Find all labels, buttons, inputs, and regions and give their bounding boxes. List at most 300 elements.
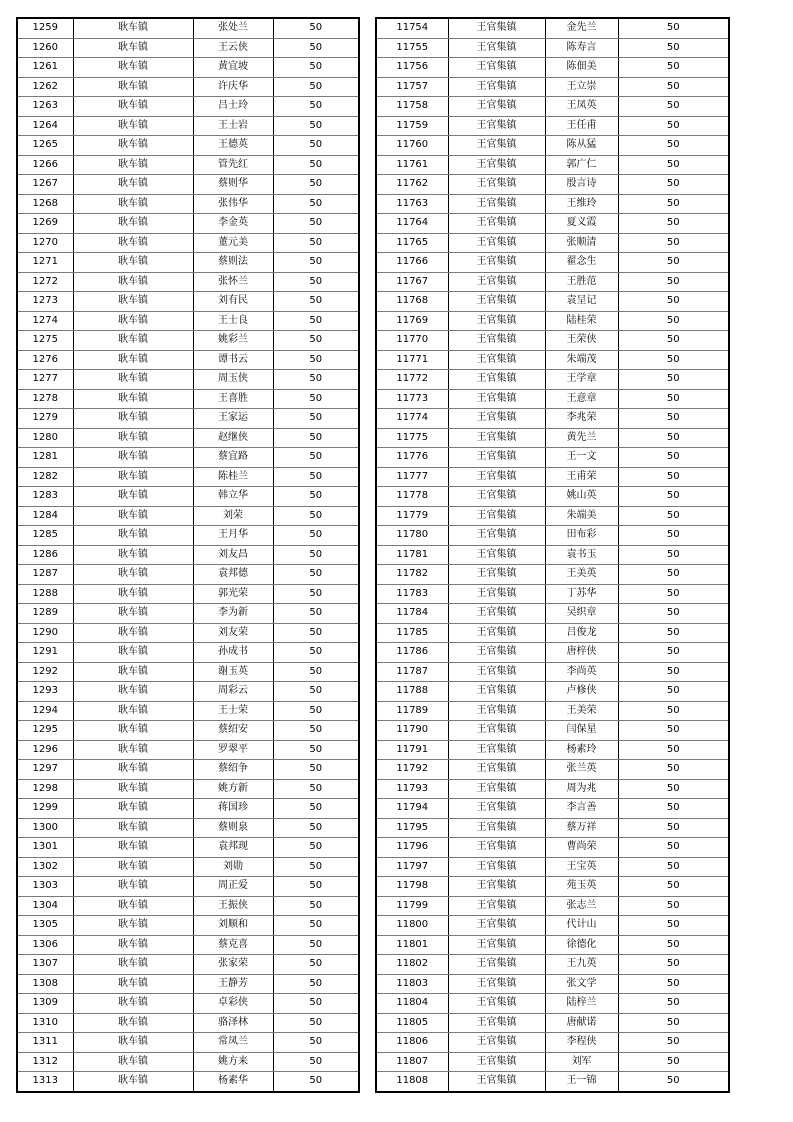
town-cell: 耿车镇 [73, 682, 193, 702]
recipient-name-cell: 周彩云 [193, 682, 273, 702]
serial-number-cell: 1312 [17, 1052, 73, 1072]
amount-cell: 50 [618, 58, 729, 78]
table-row [376, 916, 729, 936]
table-row [17, 545, 359, 565]
amount-cell: 50 [618, 233, 729, 253]
recipient-name-cell: 王甫荣 [545, 467, 618, 487]
amount-cell: 50 [273, 38, 359, 58]
table-row [376, 1033, 729, 1053]
town-cell: 耿车镇 [73, 1013, 193, 1033]
amount-cell: 50 [273, 565, 359, 585]
table-row [376, 331, 729, 351]
town-cell: 王官集镇 [448, 448, 545, 468]
table-row [17, 779, 359, 799]
recipient-name-cell: 骆泽林 [193, 1013, 273, 1033]
town-cell: 王官集镇 [448, 877, 545, 897]
serial-number-cell: 11775 [376, 428, 448, 448]
serial-number-cell: 1300 [17, 818, 73, 838]
serial-number-cell: 1279 [17, 409, 73, 429]
table-row [17, 448, 359, 468]
serial-number-cell: 11804 [376, 994, 448, 1014]
serial-number-cell: 1270 [17, 233, 73, 253]
serial-number-cell: 1307 [17, 955, 73, 975]
serial-number-cell: 11788 [376, 682, 448, 702]
table-row [17, 916, 359, 936]
table-row [17, 233, 359, 253]
serial-number-cell: 1301 [17, 838, 73, 858]
recipient-name-cell: 陈从猛 [545, 136, 618, 156]
town-cell: 耿车镇 [73, 370, 193, 390]
town-cell: 王官集镇 [448, 799, 545, 819]
town-cell: 王官集镇 [448, 896, 545, 916]
serial-number-cell: 1260 [17, 38, 73, 58]
town-cell: 王官集镇 [448, 467, 545, 487]
town-cell: 耿车镇 [73, 155, 193, 175]
amount-cell: 50 [273, 643, 359, 663]
recipient-name-cell: 王德英 [193, 136, 273, 156]
serial-number-cell: 11768 [376, 292, 448, 312]
amount-cell: 50 [618, 253, 729, 273]
town-cell: 耿车镇 [73, 350, 193, 370]
amount-cell: 50 [273, 877, 359, 897]
town-cell: 王官集镇 [448, 955, 545, 975]
amount-cell: 50 [618, 857, 729, 877]
recipient-name-cell: 蔡则泉 [193, 818, 273, 838]
serial-number-cell: 11803 [376, 974, 448, 994]
amount-cell: 50 [273, 799, 359, 819]
amount-cell: 50 [273, 857, 359, 877]
recipient-name-cell: 刘友昌 [193, 545, 273, 565]
town-cell: 耿车镇 [73, 467, 193, 487]
amount-cell: 50 [618, 155, 729, 175]
serial-number-cell: 11771 [376, 350, 448, 370]
amount-cell: 50 [273, 77, 359, 97]
table-row [376, 38, 729, 58]
serial-number-cell: 1305 [17, 916, 73, 936]
amount-cell: 50 [273, 974, 359, 994]
amount-cell: 50 [273, 701, 359, 721]
serial-number-cell: 1271 [17, 253, 73, 273]
recipient-name-cell: 常凤兰 [193, 1033, 273, 1053]
town-cell: 耿车镇 [73, 760, 193, 780]
town-cell: 耿车镇 [73, 994, 193, 1014]
serial-number-cell: 11759 [376, 116, 448, 136]
recipient-name-cell: 卓彩侠 [193, 994, 273, 1014]
recipient-name-cell: 张兰英 [545, 760, 618, 780]
serial-number-cell: 11758 [376, 97, 448, 117]
table-row [17, 1072, 359, 1092]
serial-number-cell: 1308 [17, 974, 73, 994]
serial-number-cell: 11798 [376, 877, 448, 897]
amount-cell: 50 [618, 643, 729, 663]
table-row [17, 77, 359, 97]
amount-cell: 50 [273, 584, 359, 604]
serial-number-cell: 1283 [17, 487, 73, 507]
table-row [17, 487, 359, 507]
amount-cell: 50 [618, 565, 729, 585]
town-cell: 王官集镇 [448, 526, 545, 546]
serial-number-cell: 1302 [17, 857, 73, 877]
serial-number-cell: 1294 [17, 701, 73, 721]
amount-cell: 50 [273, 311, 359, 331]
town-cell: 耿车镇 [73, 331, 193, 351]
serial-number-cell: 11783 [376, 584, 448, 604]
table-row [376, 721, 729, 741]
recipient-name-cell: 姚方新 [193, 779, 273, 799]
recipient-name-cell: 王任甫 [545, 116, 618, 136]
table-row [376, 136, 729, 156]
table-row [376, 584, 729, 604]
table-row [376, 779, 729, 799]
table-row [17, 760, 359, 780]
town-cell: 耿车镇 [73, 623, 193, 643]
recipient-name-cell: 刘勋 [193, 857, 273, 877]
amount-cell: 50 [273, 467, 359, 487]
table-row [376, 604, 729, 624]
recipient-name-cell: 陈佃美 [545, 58, 618, 78]
town-cell: 耿车镇 [73, 565, 193, 585]
table-row [17, 467, 359, 487]
amount-cell: 50 [273, 136, 359, 156]
amount-cell: 50 [618, 18, 729, 38]
amount-cell: 50 [618, 799, 729, 819]
town-cell: 王官集镇 [448, 857, 545, 877]
serial-number-cell: 1259 [17, 18, 73, 38]
table-row [376, 506, 729, 526]
amount-cell: 50 [273, 194, 359, 214]
serial-number-cell: 1309 [17, 994, 73, 1014]
town-cell: 耿车镇 [73, 77, 193, 97]
serial-number-cell: 11757 [376, 77, 448, 97]
serial-number-cell: 11774 [376, 409, 448, 429]
amount-cell: 50 [273, 779, 359, 799]
serial-number-cell: 1281 [17, 448, 73, 468]
town-cell: 王官集镇 [448, 155, 545, 175]
serial-number-cell: 11767 [376, 272, 448, 292]
serial-number-cell: 11799 [376, 896, 448, 916]
recipient-name-cell: 周为兆 [545, 779, 618, 799]
recipient-name-cell: 刘荣 [193, 506, 273, 526]
recipient-name-cell: 周玉侠 [193, 370, 273, 390]
amount-cell: 50 [618, 935, 729, 955]
town-cell: 王官集镇 [448, 994, 545, 1014]
recipient-name-cell: 蔡宜路 [193, 448, 273, 468]
recipient-name-cell: 王士良 [193, 311, 273, 331]
table-row [17, 857, 359, 877]
recipient-name-cell: 王士荣 [193, 701, 273, 721]
table-row [17, 136, 359, 156]
amount-cell: 50 [618, 214, 729, 234]
table-row [376, 662, 729, 682]
recipient-name-cell: 王一锦 [545, 1072, 618, 1092]
right-roster-table [375, 17, 730, 1093]
serial-number-cell: 11764 [376, 214, 448, 234]
amount-cell: 50 [618, 623, 729, 643]
town-cell: 耿车镇 [73, 838, 193, 858]
recipient-name-cell: 曹尚荣 [545, 838, 618, 858]
town-cell: 王官集镇 [448, 916, 545, 936]
recipient-name-cell: 杨素华 [193, 1072, 273, 1092]
table-row [376, 18, 729, 38]
recipient-name-cell: 王宝英 [545, 857, 618, 877]
serial-number-cell: 11807 [376, 1052, 448, 1072]
amount-cell: 50 [273, 955, 359, 975]
town-cell: 耿车镇 [73, 136, 193, 156]
serial-number-cell: 11802 [376, 955, 448, 975]
serial-number-cell: 1267 [17, 175, 73, 195]
serial-number-cell: 1292 [17, 662, 73, 682]
table-row [376, 214, 729, 234]
recipient-name-cell: 朱端茂 [545, 350, 618, 370]
serial-number-cell: 1268 [17, 194, 73, 214]
amount-cell: 50 [273, 350, 359, 370]
town-cell: 耿车镇 [73, 604, 193, 624]
town-cell: 王官集镇 [448, 682, 545, 702]
serial-number-cell: 1295 [17, 721, 73, 741]
amount-cell: 50 [618, 701, 729, 721]
table-row [376, 682, 729, 702]
amount-cell: 50 [618, 838, 729, 858]
amount-cell: 50 [273, 1072, 359, 1092]
table-row [17, 272, 359, 292]
table-row [17, 565, 359, 585]
recipient-name-cell: 王静芳 [193, 974, 273, 994]
recipient-name-cell: 谭书云 [193, 350, 273, 370]
serial-number-cell: 1262 [17, 77, 73, 97]
serial-number-cell: 1285 [17, 526, 73, 546]
serial-number-cell: 1286 [17, 545, 73, 565]
serial-number-cell: 1280 [17, 428, 73, 448]
town-cell: 王官集镇 [448, 662, 545, 682]
town-cell: 王官集镇 [448, 214, 545, 234]
serial-number-cell: 11763 [376, 194, 448, 214]
serial-number-cell: 1264 [17, 116, 73, 136]
table-row [17, 701, 359, 721]
serial-number-cell: 1313 [17, 1072, 73, 1092]
table-row [376, 428, 729, 448]
town-cell: 耿车镇 [73, 175, 193, 195]
serial-number-cell: 11776 [376, 448, 448, 468]
amount-cell: 50 [618, 974, 729, 994]
table-row [376, 994, 729, 1014]
town-cell: 王官集镇 [448, 818, 545, 838]
town-cell: 王官集镇 [448, 331, 545, 351]
recipient-name-cell: 袁邦德 [193, 565, 273, 585]
town-cell: 耿车镇 [73, 1052, 193, 1072]
amount-cell: 50 [618, 487, 729, 507]
serial-number-cell: 1289 [17, 604, 73, 624]
table-row [17, 175, 359, 195]
serial-number-cell: 1272 [17, 272, 73, 292]
serial-number-cell: 11796 [376, 838, 448, 858]
town-cell: 王官集镇 [448, 779, 545, 799]
table-row [376, 1072, 729, 1092]
town-cell: 王官集镇 [448, 701, 545, 721]
table-row [17, 97, 359, 117]
recipient-name-cell: 袁书玉 [545, 545, 618, 565]
serial-number-cell: 1288 [17, 584, 73, 604]
table-row [17, 935, 359, 955]
table-row [17, 682, 359, 702]
recipient-name-cell: 董元美 [193, 233, 273, 253]
table-row [17, 331, 359, 351]
recipient-name-cell: 朱端美 [545, 506, 618, 526]
serial-number-cell: 11777 [376, 467, 448, 487]
recipient-name-cell: 吕俊龙 [545, 623, 618, 643]
amount-cell: 50 [618, 584, 729, 604]
amount-cell: 50 [273, 58, 359, 78]
recipient-name-cell: 刘有民 [193, 292, 273, 312]
serial-number-cell: 11800 [376, 916, 448, 936]
table-row [17, 370, 359, 390]
recipient-name-cell: 陆桂荣 [545, 311, 618, 331]
recipient-name-cell: 王士岩 [193, 116, 273, 136]
recipient-name-cell: 张怀兰 [193, 272, 273, 292]
recipient-name-cell: 蔡万祥 [545, 818, 618, 838]
serial-number-cell: 1274 [17, 311, 73, 331]
table-row [376, 623, 729, 643]
town-cell: 王官集镇 [448, 18, 545, 38]
amount-cell: 50 [618, 1072, 729, 1092]
town-cell: 王官集镇 [448, 623, 545, 643]
amount-cell: 50 [618, 97, 729, 117]
amount-cell: 50 [273, 721, 359, 741]
recipient-name-cell: 李言善 [545, 799, 618, 819]
serial-number-cell: 1291 [17, 643, 73, 663]
left-roster-table [16, 17, 360, 1093]
serial-number-cell: 11789 [376, 701, 448, 721]
serial-number-cell: 1299 [17, 799, 73, 819]
table-row [17, 389, 359, 409]
amount-cell: 50 [618, 896, 729, 916]
recipient-name-cell: 王喜胜 [193, 389, 273, 409]
amount-cell: 50 [273, 838, 359, 858]
table-row [17, 604, 359, 624]
serial-number-cell: 1311 [17, 1033, 73, 1053]
recipient-name-cell: 苑玉英 [545, 877, 618, 897]
amount-cell: 50 [618, 292, 729, 312]
serial-number-cell: 11765 [376, 233, 448, 253]
recipient-name-cell: 罗翠平 [193, 740, 273, 760]
recipient-name-cell: 田布彩 [545, 526, 618, 546]
recipient-name-cell: 袁邦现 [193, 838, 273, 858]
table-row [17, 350, 359, 370]
town-cell: 耿车镇 [73, 877, 193, 897]
amount-cell: 50 [618, 1013, 729, 1033]
town-cell: 耿车镇 [73, 584, 193, 604]
town-cell: 王官集镇 [448, 350, 545, 370]
table-row [376, 1052, 729, 1072]
table-row [376, 760, 729, 780]
table-row [376, 877, 729, 897]
amount-cell: 50 [618, 760, 729, 780]
table-row [376, 701, 729, 721]
amount-cell: 50 [618, 389, 729, 409]
table-row [17, 116, 359, 136]
recipient-name-cell: 杨素玲 [545, 740, 618, 760]
amount-cell: 50 [618, 877, 729, 897]
serial-number-cell: 11784 [376, 604, 448, 624]
table-row [17, 253, 359, 273]
recipient-name-cell: 孙成书 [193, 643, 273, 663]
town-cell: 王官集镇 [448, 175, 545, 195]
table-row [376, 233, 729, 253]
amount-cell: 50 [273, 175, 359, 195]
town-cell: 耿车镇 [73, 779, 193, 799]
amount-cell: 50 [273, 682, 359, 702]
recipient-name-cell: 闫保星 [545, 721, 618, 741]
serial-number-cell: 11756 [376, 58, 448, 78]
town-cell: 王官集镇 [448, 253, 545, 273]
amount-cell: 50 [618, 428, 729, 448]
town-cell: 耿车镇 [73, 487, 193, 507]
amount-cell: 50 [273, 409, 359, 429]
town-cell: 耿车镇 [73, 974, 193, 994]
recipient-name-cell: 王荣侠 [545, 331, 618, 351]
table-row [376, 974, 729, 994]
amount-cell: 50 [618, 175, 729, 195]
serial-number-cell: 1273 [17, 292, 73, 312]
amount-cell: 50 [273, 818, 359, 838]
amount-cell: 50 [273, 1033, 359, 1053]
town-cell: 王官集镇 [448, 77, 545, 97]
table-row [17, 194, 359, 214]
serial-number-cell: 11792 [376, 760, 448, 780]
serial-number-cell: 1263 [17, 97, 73, 117]
table-row [376, 799, 729, 819]
town-cell: 王官集镇 [448, 838, 545, 858]
town-cell: 耿车镇 [73, 58, 193, 78]
town-cell: 王官集镇 [448, 1052, 545, 1072]
amount-cell: 50 [618, 136, 729, 156]
table-row [376, 896, 729, 916]
amount-cell: 50 [618, 116, 729, 136]
recipient-name-cell: 王九英 [545, 955, 618, 975]
amount-cell: 50 [273, 487, 359, 507]
recipient-name-cell: 李为新 [193, 604, 273, 624]
table-row [376, 643, 729, 663]
table-row [17, 38, 359, 58]
town-cell: 耿车镇 [73, 233, 193, 253]
table-row [17, 643, 359, 663]
recipient-name-cell: 黄宜坡 [193, 58, 273, 78]
recipient-name-cell: 姚彩兰 [193, 331, 273, 351]
serial-number-cell: 11778 [376, 487, 448, 507]
amount-cell: 50 [273, 935, 359, 955]
recipient-name-cell: 蒋国珍 [193, 799, 273, 819]
serial-number-cell: 11793 [376, 779, 448, 799]
serial-number-cell: 11762 [376, 175, 448, 195]
town-cell: 王官集镇 [448, 584, 545, 604]
recipient-name-cell: 金先兰 [545, 18, 618, 38]
recipient-name-cell: 姚山英 [545, 487, 618, 507]
table-row [17, 18, 359, 38]
table-row [376, 838, 729, 858]
recipient-name-cell: 吴织章 [545, 604, 618, 624]
amount-cell: 50 [618, 994, 729, 1014]
town-cell: 王官集镇 [448, 38, 545, 58]
serial-number-cell: 11781 [376, 545, 448, 565]
table-row [17, 623, 359, 643]
serial-number-cell: 11761 [376, 155, 448, 175]
town-cell: 耿车镇 [73, 1072, 193, 1092]
amount-cell: 50 [273, 214, 359, 234]
table-row [376, 311, 729, 331]
town-cell: 王官集镇 [448, 136, 545, 156]
town-cell: 王官集镇 [448, 194, 545, 214]
recipient-name-cell: 张志兰 [545, 896, 618, 916]
town-cell: 王官集镇 [448, 1072, 545, 1092]
